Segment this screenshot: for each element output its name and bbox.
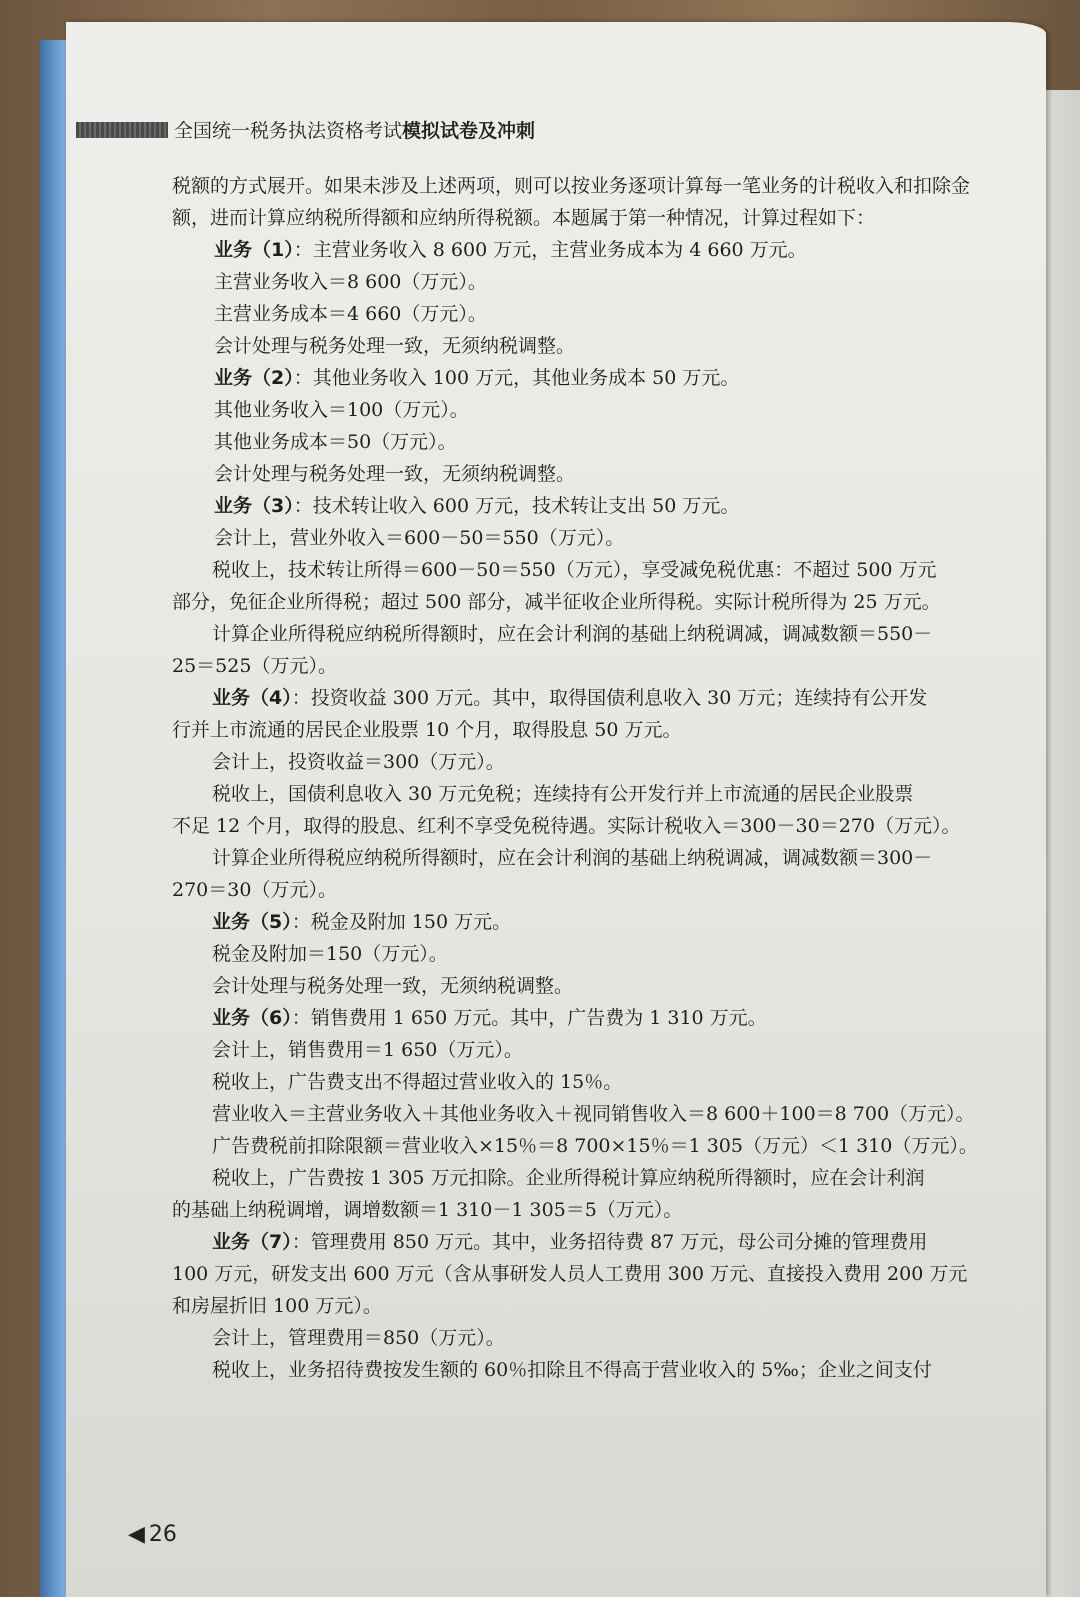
- paragraph-line: [172, 1130, 990, 1162]
- paragraph-text: 广告费税前扣除限额＝营业收入×15％＝8 700×15％＝1 305（万元）＜1 310（万元）。: [212, 1135, 978, 1157]
- paragraph-line: [172, 714, 990, 746]
- paragraph-line: [172, 554, 990, 586]
- paragraph-line: [172, 1354, 990, 1386]
- paragraph-text: ：销售费用 1 650 万元。其中，广告费为 1 310 万元。: [291, 1007, 767, 1029]
- paragraph-text: ：主营业务收入 8 600 万元，主营业务成本为 4 660 万元。: [293, 239, 807, 261]
- paragraph-line: [172, 394, 990, 426]
- paragraph-line: [172, 1002, 990, 1034]
- paragraph-line: [172, 1322, 990, 1354]
- paragraph-text: 营业收入＝主营业务收入＋其他业务收入＋视同销售收入＝8 600＋100＝8 700（万元）。: [212, 1103, 975, 1125]
- paragraph-line: [172, 426, 990, 458]
- paragraph-text: 100 万元，研发支出 600 万元（含从事研发人员人工费用 300 万元、直接投入费用 200 万元: [172, 1263, 968, 1285]
- paragraph-text: 不足 12 个月，取得的股息、红利不享受免税待遇。实际计税收入＝300－30＝270（万元）。: [172, 815, 961, 837]
- page-arrow-icon: ◀: [128, 1522, 145, 1547]
- paragraph-text: 税金及附加＝150（万元）。: [212, 943, 448, 965]
- paragraph-text: 的基础上纳税调增，调增数额＝1 310－1 305＝5（万元）。: [172, 1199, 683, 1221]
- paragraph-text: 计算企业所得税应纳税所得额时，应在会计利润的基础上纳税调减，调减数额＝550－: [212, 623, 933, 645]
- paragraph-line: [172, 1066, 990, 1098]
- paragraph-text: 会计上，销售费用＝1 650（万元）。: [212, 1039, 523, 1061]
- paragraph-line: [172, 1162, 990, 1194]
- paragraph-text: 会计处理与税务处理一致，无须纳税调整。: [214, 335, 576, 357]
- paragraph-line: [172, 234, 990, 266]
- paragraph-text: 和房屋折旧 100 万元）。: [172, 1295, 382, 1317]
- paragraph-line: [172, 586, 990, 618]
- paragraph-text: 270＝30（万元）。: [172, 879, 337, 901]
- paragraph-text: ：税金及附加 150 万元。: [291, 911, 512, 933]
- page-number: [128, 1522, 177, 1547]
- paragraph-text: 税收上，广告费按 1 305 万元扣除。企业所得税计算应纳税所得额时，应在会计利润: [212, 1167, 925, 1189]
- paragraph-line: [172, 362, 990, 394]
- paragraph-text: ：其他业务收入 100 万元，其他业务成本 50 万元。: [293, 367, 740, 389]
- paragraph-text: 主营业务成本＝4 660（万元）。: [214, 303, 487, 325]
- paragraph-text: 其他业务收入＝100（万元）。: [214, 399, 469, 421]
- paragraph-line: [172, 490, 990, 522]
- paragraph-text: 部分，免征企业所得税；超过 500 部分，减半征收企业所得税。实际计税所得为 25 万元。: [172, 591, 941, 613]
- paragraph-line: [172, 1226, 990, 1258]
- paragraph-text: 会计处理与税务处理一致，无须纳税调整。: [212, 975, 574, 997]
- paragraph-line: [172, 1194, 990, 1226]
- page-number-value: 26: [148, 1522, 177, 1547]
- item-heading: 业务（2）: [214, 367, 294, 389]
- paragraph-line: [172, 458, 990, 490]
- paragraph-text: 行并上市流通的居民企业股票 10 个月，取得股息 50 万元。: [172, 719, 682, 741]
- paragraph-line: [172, 970, 990, 1002]
- paragraph-text: 税收上，广告费支出不得超过营业收入的 15％。: [212, 1071, 623, 1093]
- paragraph-line: [172, 266, 990, 298]
- header-title-bold: 模拟试卷及冲刺: [402, 120, 536, 142]
- paragraph-line: [172, 906, 990, 938]
- header-title: [174, 116, 535, 143]
- running-header: [76, 116, 1006, 142]
- paragraph-line: [172, 170, 990, 234]
- paragraph-line: [172, 1290, 990, 1322]
- paragraph-line: [172, 682, 990, 714]
- paragraph-line: [172, 938, 990, 970]
- paragraph-text: 其他业务成本＝50（万元）。: [214, 431, 457, 453]
- paragraph-text: 会计上，管理费用＝850（万元）。: [212, 1327, 505, 1349]
- paragraph-line: [172, 650, 990, 682]
- body-text: [172, 170, 990, 1386]
- item-heading: 业务（5）: [212, 911, 292, 933]
- paragraph-line: [172, 874, 990, 906]
- paragraph-line: [172, 1034, 990, 1066]
- header-title-prefix: 全国统一税务执法资格考试: [174, 120, 403, 142]
- paragraph-line: [172, 522, 990, 554]
- paragraph-line: [172, 1098, 990, 1130]
- item-heading: 业务（6）: [212, 1007, 292, 1029]
- paragraph-line: [172, 746, 990, 778]
- paragraph-text: 主营业务收入＝8 600（万元）。: [214, 271, 487, 293]
- paragraph-line: [172, 618, 990, 650]
- paragraph-line: [172, 330, 990, 362]
- paragraph-line: [172, 810, 990, 842]
- paragraph-text: 会计上，营业外收入＝600－50＝550（万元）。: [214, 527, 625, 549]
- paragraph-text: 税收上，技术转让所得＝600－50＝550（万元），享受减免税优惠：不超过 500 万元: [212, 559, 937, 581]
- paragraph-text: ：管理费用 850 万元。其中，业务招待费 87 万元，母公司分摊的管理费用: [291, 1231, 928, 1253]
- paragraph-text: 25＝525（万元）。: [172, 655, 337, 677]
- header-decoration-bar: [76, 122, 168, 138]
- paragraph-text: 税额的方式展开。如果未涉及上述两项，则可以按业务逐项计算每一笔业务的计税收入和扣除金额，进而计算应纳税所得额和应纳所得税额。本题属于第一种情况，计算过程如下：: [172, 175, 971, 229]
- paragraph-line: [172, 778, 990, 810]
- paragraph-text: ：技术转让收入 600 万元，技术转让支出 50 万元。: [293, 495, 740, 517]
- paragraph-line: [172, 298, 990, 330]
- item-heading: 业务（7）: [212, 1231, 292, 1253]
- paragraph-line: [172, 1258, 990, 1290]
- paragraph-text: 计算企业所得税应纳税所得额时，应在会计利润的基础上纳税调减，调减数额＝300－: [212, 847, 933, 869]
- item-heading: 业务（3）: [214, 495, 294, 517]
- paragraph-text: 税收上，国债利息收入 30 万元免税；连续持有公开发行并上市流通的居民企业股票: [212, 783, 914, 805]
- paragraph-text: 会计处理与税务处理一致，无须纳税调整。: [214, 463, 576, 485]
- paragraph-text: ：投资收益 300 万元。其中，取得国债利息收入 30 万元；连续持有公开发: [291, 687, 928, 709]
- item-heading: 业务（1）: [214, 239, 294, 261]
- paragraph-text: 会计上，投资收益＝300（万元）。: [212, 751, 505, 773]
- paragraph-text: 税收上，业务招待费按发生额的 60％扣除且不得高于营业收入的 5‰；企业之间支付: [212, 1359, 932, 1381]
- paragraph-line: [172, 842, 990, 874]
- item-heading: 业务（4）: [212, 687, 292, 709]
